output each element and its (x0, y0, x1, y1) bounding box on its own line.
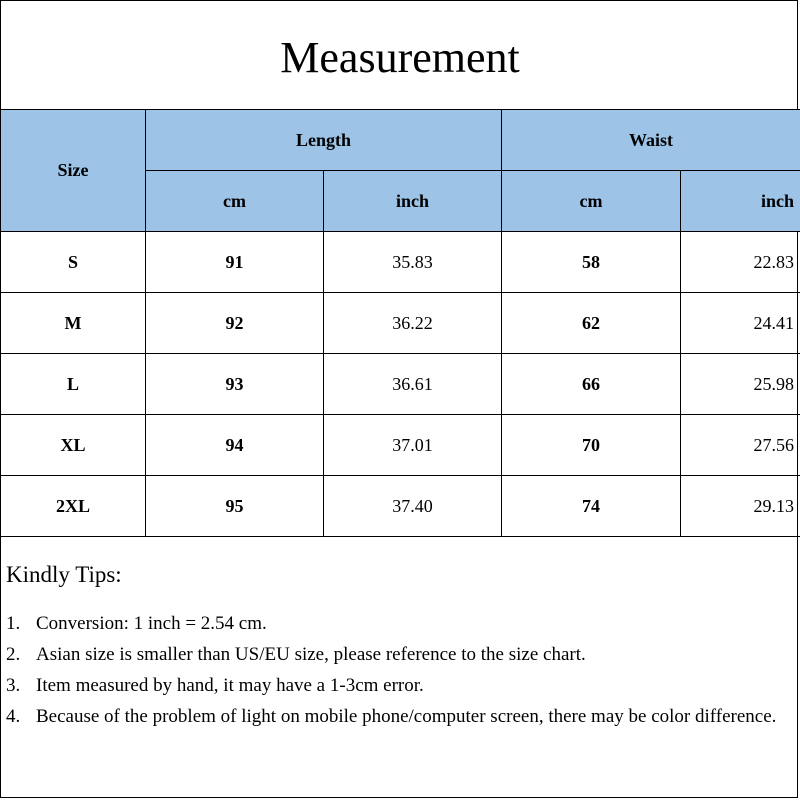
length-cm-cell: 91 (146, 232, 324, 293)
size-cell: 2XL (1, 476, 146, 537)
tip-number: 1. (6, 613, 21, 634)
length-inch-cell: 36.22 (324, 293, 502, 354)
tip-text: Asian size is smaller than US/EU size, please reference to the size chart. (36, 644, 586, 665)
table-row (1, 354, 800, 415)
tip-number: 4. (6, 706, 21, 727)
tip-text: Conversion: 1 inch = 2.54 cm. (36, 613, 267, 634)
length-inch-cell: 36.61 (324, 354, 502, 415)
length-cm-cell: 94 (146, 415, 324, 476)
length-group-header: Length (146, 110, 502, 171)
length-inch-cell: 35.83 (324, 232, 502, 293)
waist-cm-cell: 62 (502, 293, 681, 354)
tip-text: Item measured by hand, it may have a 1-3cm error. (36, 675, 424, 696)
waist-inch-cell: 24.41 (681, 293, 800, 354)
waist-cm-cell: 58 (502, 232, 681, 293)
length-inch-cell: 37.01 (324, 415, 502, 476)
size-table (0, 109, 800, 537)
size-cell: M (1, 293, 146, 354)
tip-item (6, 608, 796, 639)
length-cm-cell: 93 (146, 354, 324, 415)
tips-heading: Kindly Tips: (6, 562, 122, 587)
waist-cm-cell: 70 (502, 415, 681, 476)
waist-inch-cell: 25.98 (681, 354, 800, 415)
tip-item (6, 701, 796, 732)
table-row (1, 293, 800, 354)
page-title: Measurement (280, 33, 520, 82)
length-cm-cell: 95 (146, 476, 324, 537)
table-row (1, 415, 800, 476)
waist-inch-header: inch (681, 171, 800, 232)
size-cell: XL (1, 415, 146, 476)
length-cm-cell: 92 (146, 293, 324, 354)
waist-cm-cell: 74 (502, 476, 681, 537)
waist-cm-cell: 66 (502, 354, 681, 415)
length-cm-header: cm (146, 171, 324, 232)
table-row (1, 232, 800, 293)
length-inch-header: inch (324, 171, 502, 232)
size-cell: S (1, 232, 146, 293)
size-cell: L (1, 354, 146, 415)
tip-number: 3. (6, 675, 21, 696)
length-inch-cell: 37.40 (324, 476, 502, 537)
tip-number: 2. (6, 644, 21, 665)
waist-inch-cell: 22.83 (681, 232, 800, 293)
waist-inch-cell: 29.13 (681, 476, 800, 537)
table-row (1, 476, 800, 537)
tip-item (6, 639, 796, 670)
waist-cm-header: cm (502, 171, 681, 232)
tip-text: Because of the problem of light on mobile phone/computer screen, there may be color difference. (36, 706, 777, 727)
waist-group-header: Waist (502, 110, 800, 171)
waist-inch-cell: 27.56 (681, 415, 800, 476)
tip-item (6, 670, 796, 701)
tips-list (6, 608, 796, 732)
size-column-header: Size (1, 110, 146, 232)
